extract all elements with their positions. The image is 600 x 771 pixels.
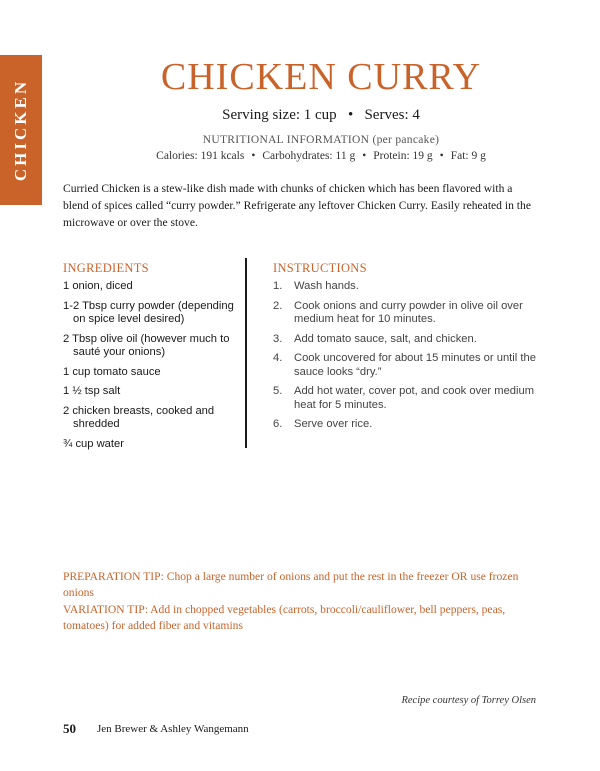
ingredient-item: 2 chicken breasts, cooked and shredded bbox=[63, 404, 215, 430]
instruction-step bbox=[273, 352, 543, 379]
step-number: 6. bbox=[273, 418, 283, 430]
nutrition-protein: Protein: 19 g bbox=[373, 150, 433, 162]
instruction-step bbox=[273, 385, 543, 412]
nutrition-fat: Fat: 9 g bbox=[450, 150, 486, 162]
serving-size: Serving size: 1 cup bbox=[222, 107, 337, 123]
step-text: Add tomato sauce, salt, and chicken. bbox=[294, 332, 477, 345]
ingredient-item: ¾ cup water bbox=[63, 437, 124, 450]
step-number: 2. bbox=[273, 299, 283, 312]
serving-info bbox=[42, 107, 600, 124]
variation-tip: VARIATION TIP: Add in chopped vegetables (carrots, broccoli/cauliflower, bell peppers, peas, tomatoes) for added fiber and vitamins bbox=[63, 603, 506, 632]
section-tab bbox=[0, 55, 42, 205]
ingredient-item: 1 cup tomato sauce bbox=[63, 365, 161, 378]
ingredients-list bbox=[63, 280, 238, 451]
nutrition-heading: NUTRITIONAL INFORMATION (per pancake) bbox=[202, 134, 440, 146]
ingredient-item: 2 Tbsp olive oil (however much to sauté your onions) bbox=[63, 332, 230, 358]
step-number: 3. bbox=[273, 332, 283, 345]
footer-authors: Jen Brewer & Ashley Wangemann bbox=[97, 723, 249, 735]
step-text: Serve over rice. bbox=[294, 418, 373, 430]
step-text: Cook onions and curry powder in olive oil over medium heat for 10 minutes. bbox=[294, 299, 523, 325]
step-text: Cook uncovered for about 15 minutes or until the sauce looks “dry.” bbox=[294, 352, 536, 378]
step-text: Add hot water, cover pot, and cook over medium heat for 5 minutes. bbox=[294, 385, 535, 411]
serves: Serves: 4 bbox=[364, 107, 420, 123]
instructions-list bbox=[273, 280, 543, 432]
step-number: 4. bbox=[273, 352, 283, 364]
separator-dot: • bbox=[251, 150, 256, 162]
ingredients-heading: INGREDIENTS bbox=[63, 261, 149, 275]
step-number: 1. bbox=[273, 280, 283, 292]
separator-dot: • bbox=[340, 107, 361, 123]
recipe-intro: Curried Chicken is a stew-like dish made with chunks of chicken which has been flavored with a blend of spices called “curry powder.” Refrigerate any leftover Chicken Curry. Easily reheated in the microwave or over the stove. bbox=[63, 182, 531, 229]
page-number: 50 bbox=[63, 721, 76, 736]
nutrition-values bbox=[42, 150, 600, 162]
preparation-tip: PREPARATION TIP: Chop a large number of onions and put the rest in the freezer OR use frozen onions bbox=[63, 570, 519, 599]
ingredient-item: 1 ½ tsp salt bbox=[63, 385, 121, 397]
recipe-credit: Recipe courtesy of Torrey Olsen bbox=[401, 695, 536, 706]
instructions-section bbox=[273, 261, 543, 438]
instruction-step bbox=[273, 280, 543, 294]
instruction-step bbox=[273, 418, 543, 432]
ingredient-item: 1-2 Tbsp curry powder (depending on spice level desired) bbox=[63, 299, 234, 325]
step-number: 5. bbox=[273, 385, 283, 397]
step-text: Wash hands. bbox=[294, 280, 359, 292]
instructions-heading: INSTRUCTIONS bbox=[273, 261, 367, 275]
instruction-step bbox=[273, 333, 543, 347]
nutrition-calories: Calories: 191 kcals bbox=[156, 150, 245, 162]
instruction-step bbox=[273, 300, 543, 327]
section-tab-label: CHICKEN bbox=[11, 78, 30, 182]
column-divider bbox=[245, 258, 247, 448]
separator-dot: • bbox=[439, 150, 444, 162]
ingredients-section bbox=[63, 261, 238, 457]
recipe-title: CHICKEN CURRY bbox=[160, 56, 482, 98]
separator-dot: • bbox=[362, 150, 367, 162]
nutrition-carbohydrates: Carbohydrates: 11 g bbox=[262, 150, 356, 162]
ingredient-item: 1 onion, diced bbox=[63, 280, 133, 292]
